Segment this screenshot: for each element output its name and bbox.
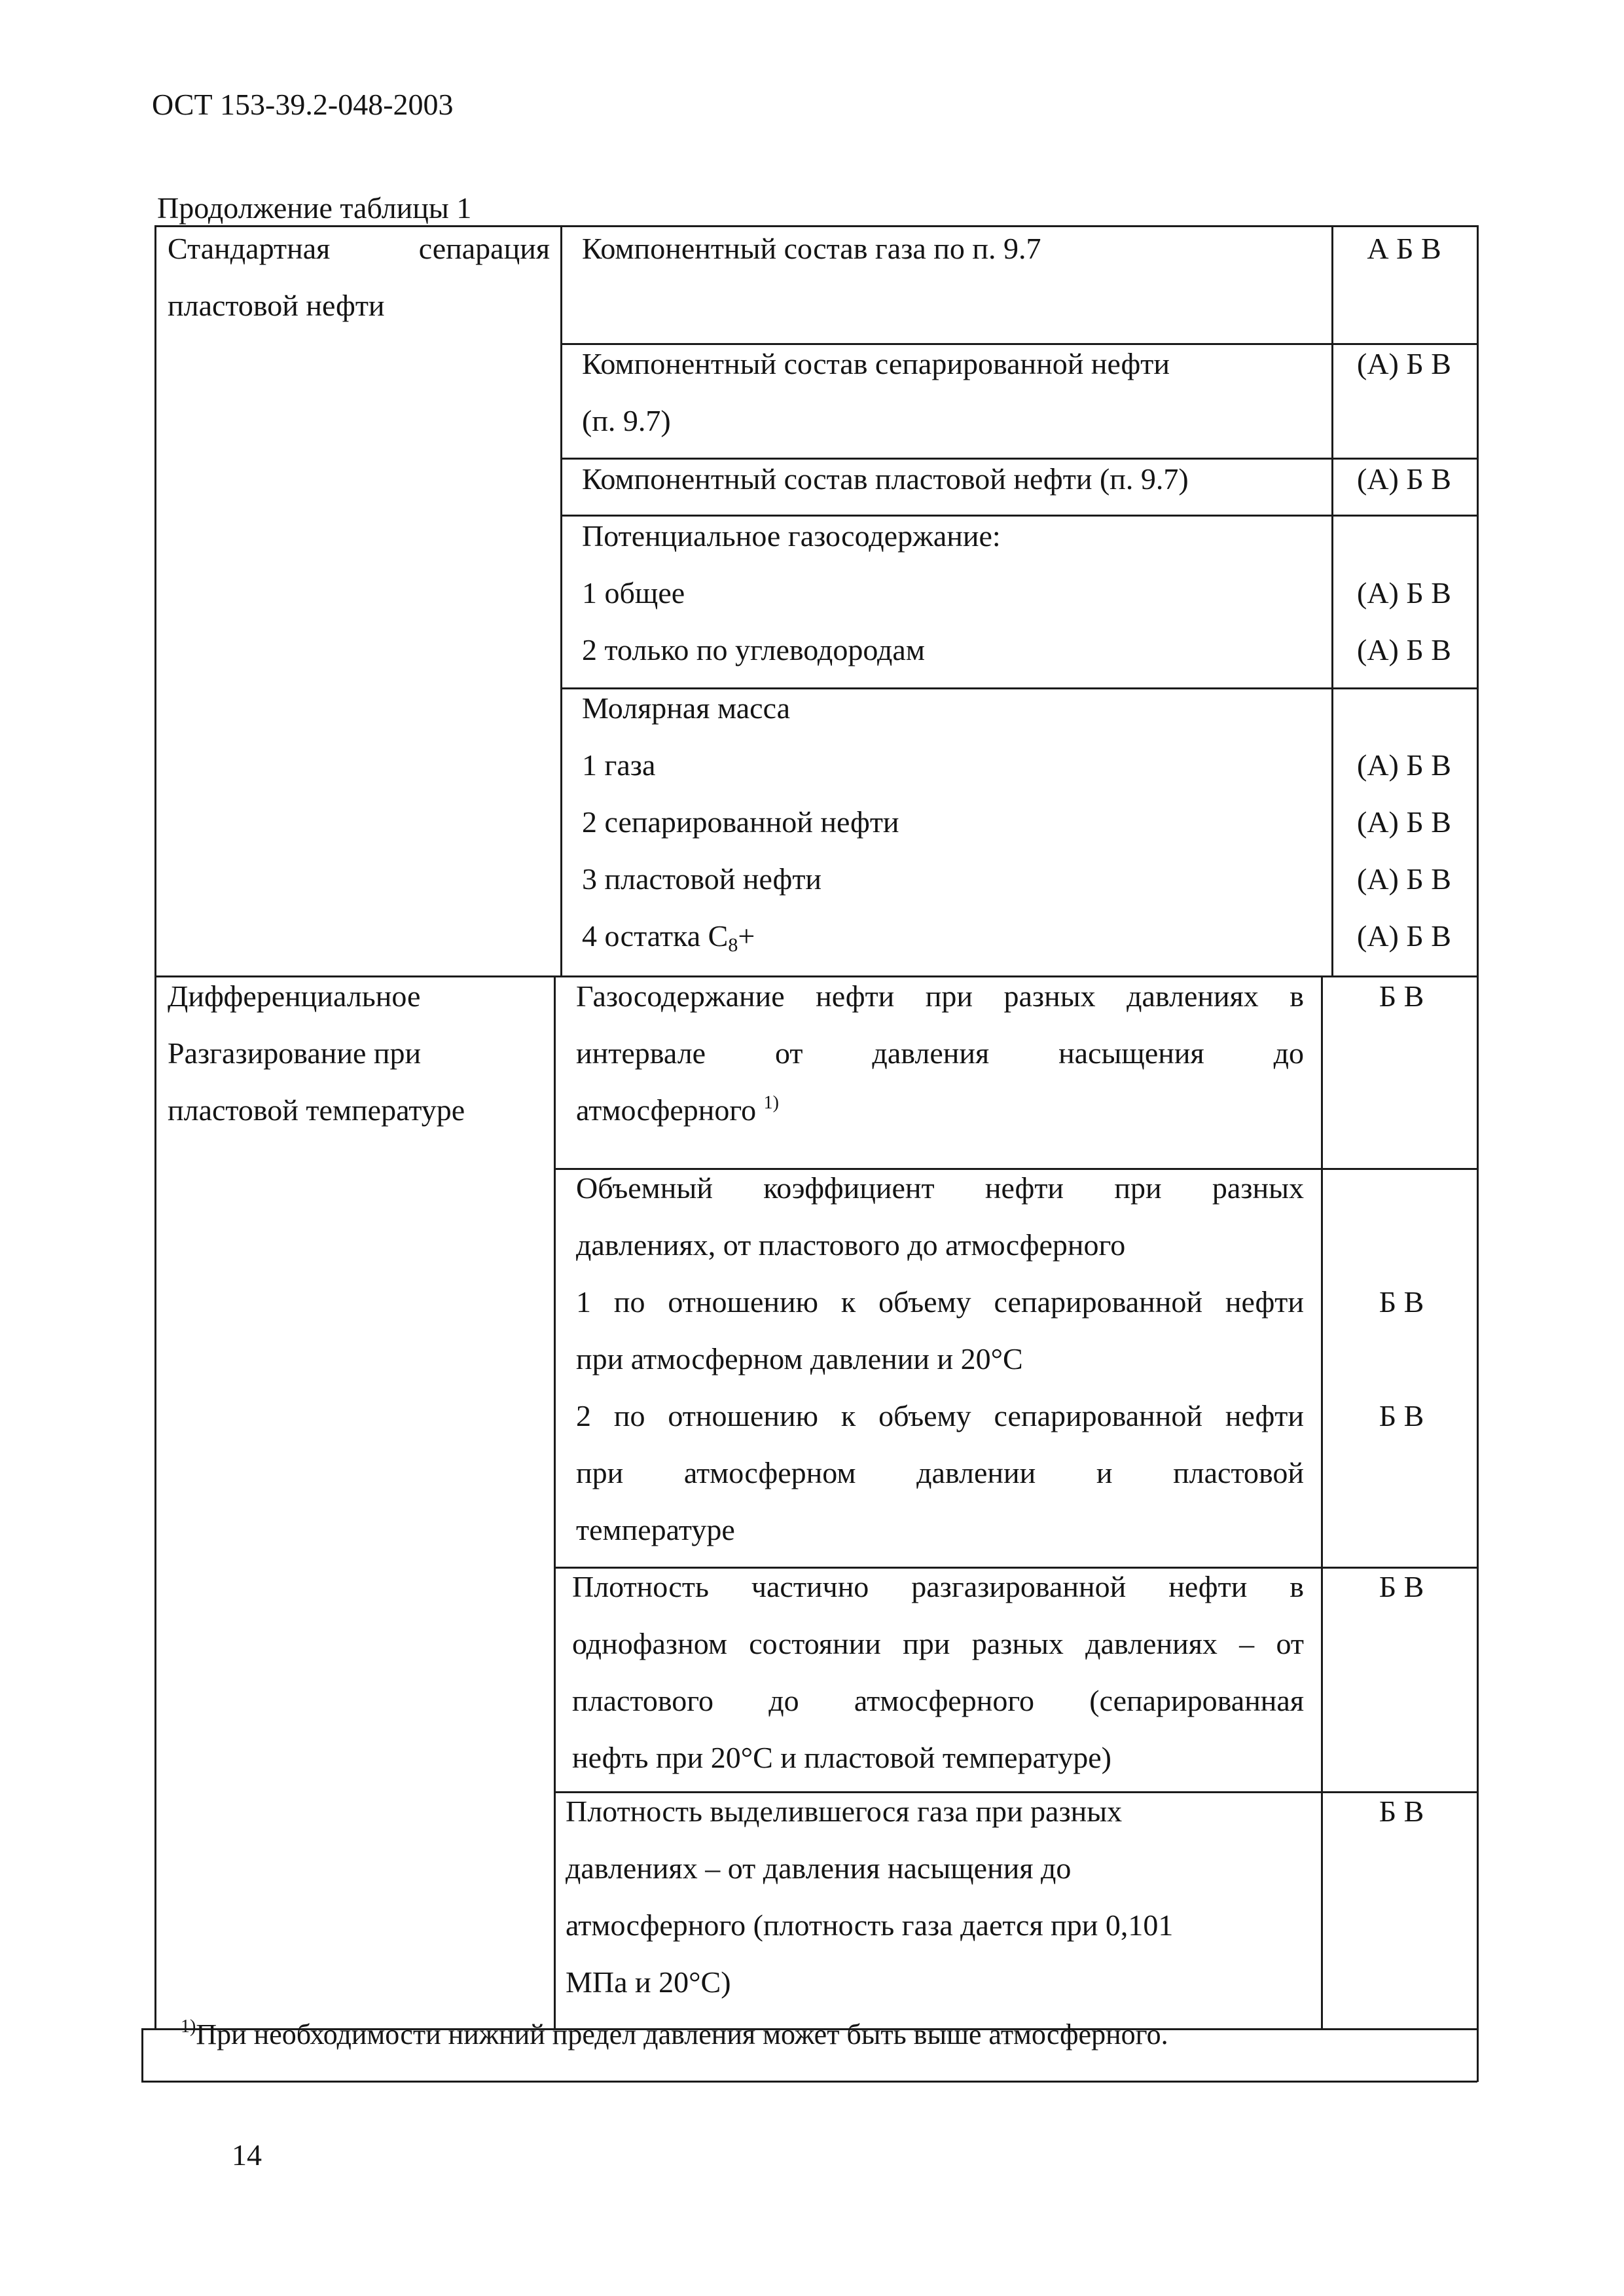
parameter-heading: Молярная масса (582, 691, 790, 725)
parameter-item: 3 пластовой нефти (582, 862, 822, 896)
grade-value: Б В (1379, 1399, 1424, 1432)
column-divider-1-upper (560, 225, 562, 977)
parameter-line: Газосодержание нефти при разных давлениях в (576, 979, 1304, 1013)
footnote-marker: 1) (181, 2016, 196, 2037)
group-name-standard-separation (168, 220, 550, 334)
parameter-gas-content (576, 968, 1304, 1139)
parameter-text: Компонентный состав пластовой нефти (п. 9.7) (582, 462, 1189, 496)
grade-value: Б В (1379, 979, 1424, 1013)
parameter-line: однофазном состоянии при разных давлениях – от (572, 1627, 1304, 1660)
document-code: ОСТ 153-39.2-048-2003 (152, 88, 454, 121)
parameter-line: при атмосферном давлении и пластовой (576, 1456, 1304, 1489)
group-name-word: сепарация (418, 232, 550, 265)
parameter-line: интервале от давления насыщения до (576, 1036, 1304, 1070)
parameter-volume-factor (576, 1159, 1304, 1558)
grade-value: (А) Б В (1357, 748, 1451, 782)
group-name-differential-degassing (168, 968, 547, 1139)
column-divider-1-lower (554, 977, 556, 2030)
parameter-line: 2 по отношению к объему сепарированной нефти (576, 1399, 1304, 1432)
page-number: 14 (232, 2138, 262, 2172)
parameter-item: 2 только по углеводородам (582, 633, 925, 666)
table-left-border (154, 225, 156, 2030)
item-text: 4 остатка С (582, 919, 729, 953)
parameter-heading: Потенциальное газосодержание: (582, 519, 1001, 553)
parameter-line: пластового до атмосферного (сепарированная (572, 1684, 1304, 1717)
grade-value: Б В (1379, 1285, 1424, 1319)
subscript: 8 (728, 934, 738, 956)
parameter-line: давлениях – от давления насыщения до (566, 1851, 1072, 1885)
grade-value: (А) Б В (1357, 862, 1451, 896)
parameter-partial-degassed-density (572, 1558, 1304, 1786)
item-text: + (738, 919, 755, 953)
parameter-text: Компонентный состав газа по п. 9.7 (582, 232, 1041, 265)
grade-value: (А) Б В (1357, 633, 1451, 666)
parameter-text: Компонентный состав сепарированной нефти (582, 347, 1170, 380)
grade-value: (А) Б В (1357, 462, 1451, 496)
parameter-line: 1 по отношению к объему сепарированной нефти (576, 1285, 1304, 1319)
group-name-line: Разгазирование при (168, 1036, 422, 1070)
table-caption: Продолжение таблицы 1 (157, 191, 472, 225)
parameter-text: (п. 9.7) (582, 404, 671, 437)
parameter-line: атмосферного (плотность газа дается при 0,101 (566, 1908, 1174, 1942)
parameter-line: Объемный коэффициент нефти при разных (576, 1171, 1304, 1205)
table-footnote (181, 2015, 1168, 2054)
grade-value: А Б В (1367, 232, 1441, 265)
parameter-line: при атмосферном давлении и 20°С (576, 1342, 1023, 1376)
parameter-line: температуре (576, 1513, 735, 1546)
parameter-item (582, 907, 755, 964)
footnote-marker: 1) (763, 1093, 779, 1113)
group-name-word: Стандартная (168, 232, 331, 265)
group-name-line: пластовой нефти (168, 289, 385, 322)
parameter-item: 1 газа (582, 748, 656, 782)
parameter-line (576, 1082, 1304, 1139)
parameter-released-gas-density (566, 1783, 1304, 2011)
grade-value: Б В (1379, 1570, 1424, 1603)
parameter-line: нефть при 20°С и пластовой температуре) (572, 1741, 1111, 1774)
group-name-line: пластовой температуре (168, 1093, 465, 1127)
grade-value: (А) Б В (1357, 347, 1451, 380)
grade-value: (А) Б В (1357, 919, 1451, 953)
grade-value: Б В (1379, 1795, 1424, 1828)
parameter-line: МПа и 20°С) (566, 1965, 731, 1999)
parameter-item: 1 общее (582, 576, 685, 610)
footnote-text: При необходимости нижний предел давления может быть выше атмосферного. (196, 2018, 1168, 2050)
parameter-item: 2 сепарированной нефти (582, 805, 899, 839)
parameter-line: Плотность частично разгазированной нефти в (572, 1570, 1304, 1603)
grade-value: (А) Б В (1357, 576, 1451, 610)
group-name-line: Дифференциальное (168, 979, 421, 1013)
column-divider-2-lower (1321, 977, 1323, 2030)
parameter-line: Плотность выделившегося газа при разных (566, 1795, 1123, 1828)
parameter-line-text: атмосферного (576, 1093, 757, 1127)
grade-value: (А) Б В (1357, 805, 1451, 839)
parameter-line: давлениях, от пластового до атмосферного (576, 1228, 1126, 1262)
table-bottom-border (141, 2081, 1477, 2083)
table-left-border-lower (141, 2028, 143, 2082)
